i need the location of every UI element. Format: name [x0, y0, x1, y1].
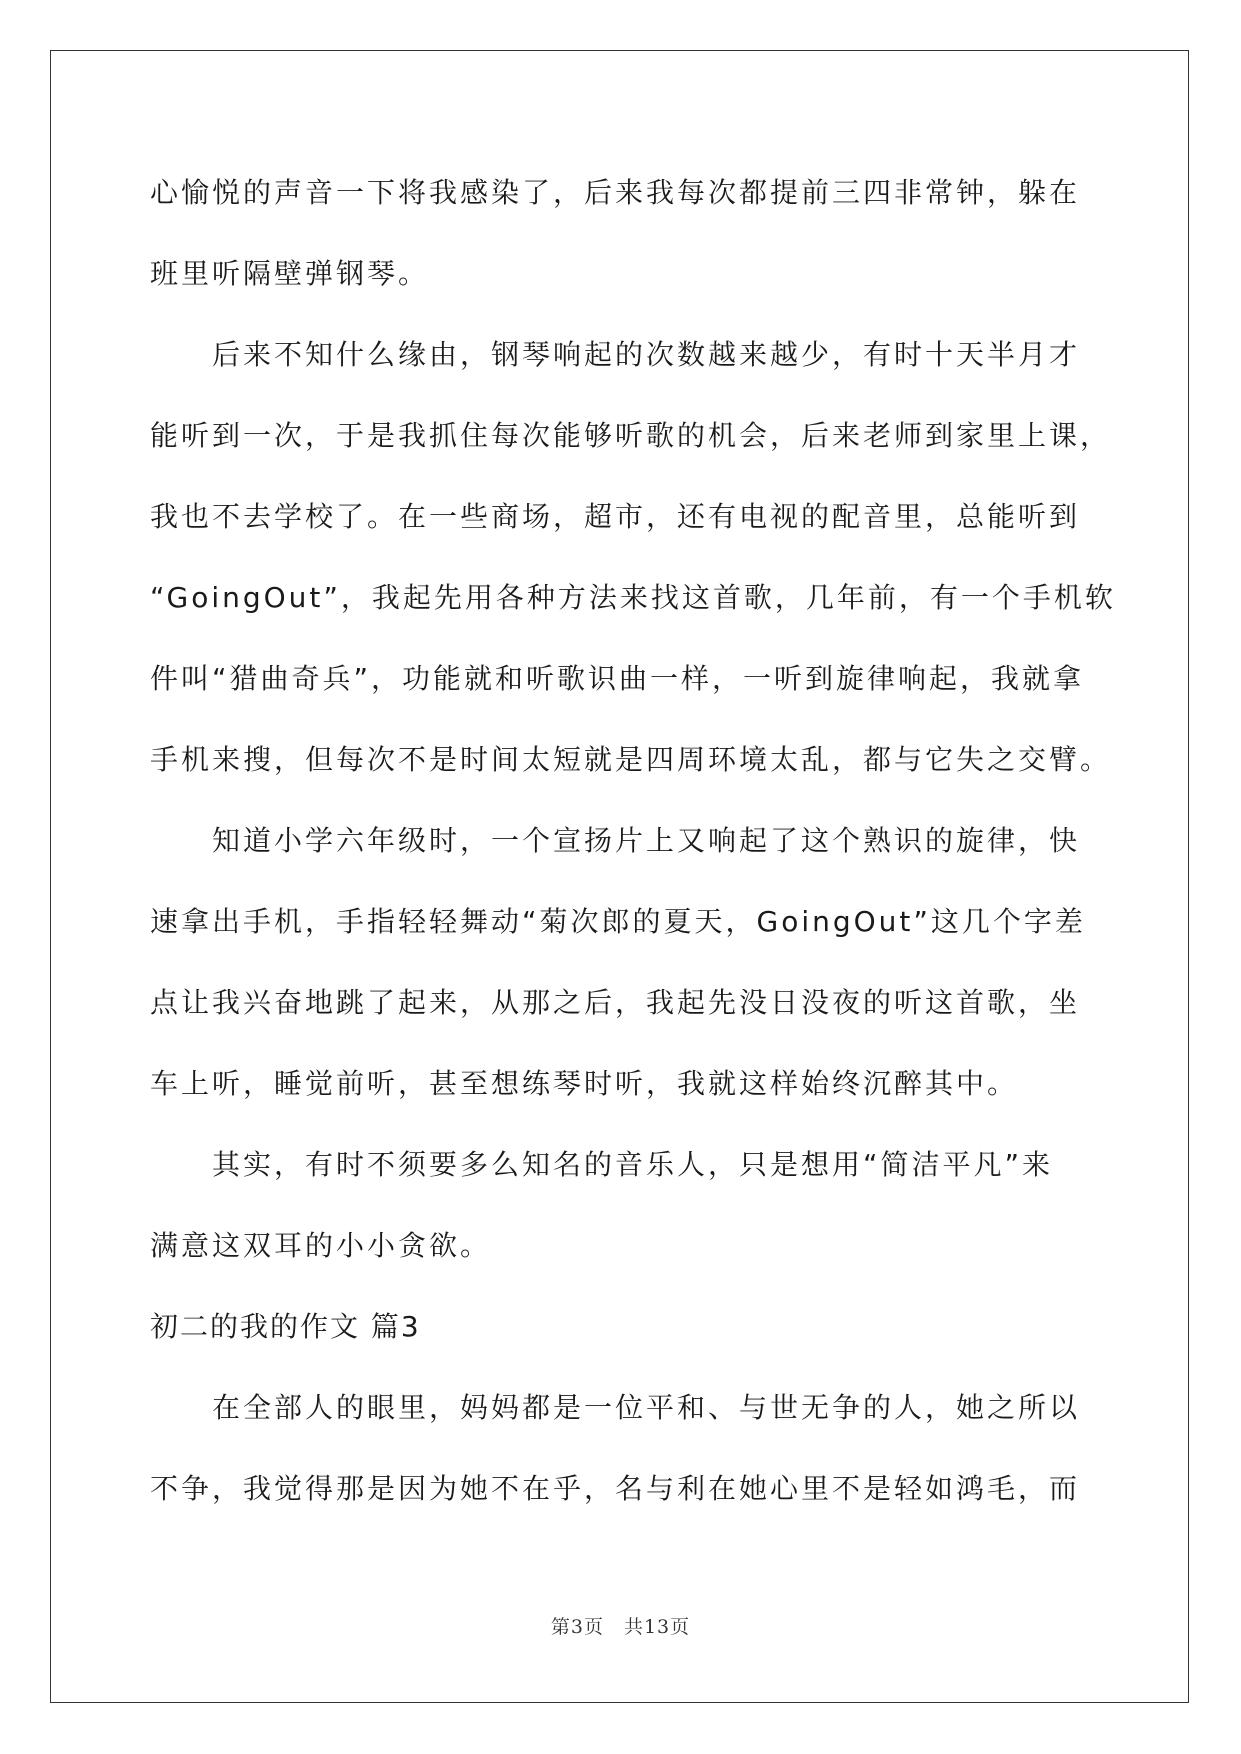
section-heading: 初二的我的作文 篇3	[150, 1310, 421, 1343]
text-line: 我也不去学校了。在一些商场，超市，还有电视的配音里，总能听到	[150, 500, 1081, 533]
text-line: “GoingOut”，我起先用各种方法来找这首歌，几年前，有一个手机软	[150, 581, 1116, 614]
text-line: 不争，我觉得那是因为她不在乎，名与利在她心里不是轻如鸿毛，而	[150, 1472, 1081, 1505]
text-line: 后来不知什么缘由，钢琴响起的次数越来越少，有时十天半月才	[150, 338, 1081, 371]
text-line: 知道小学六年级时，一个宣扬片上又响起了这个熟识的旋律，快	[150, 824, 1081, 857]
text-line: 班里听隔壁弹钢琴。	[150, 257, 430, 290]
page-number-footer: 第3页 共13页	[550, 1616, 691, 1638]
text-line: 能听到一次，于是我抓住每次能够听歌的机会，后来老师到家里上课，	[150, 419, 1112, 452]
text-line: 手机来搜，但每次不是时间太短就是四周环境太乱，都与它失之交臂。	[150, 743, 1112, 776]
document-body	[150, 152, 1116, 1529]
text-line: 件叫“猎曲奇兵”，功能就和听歌识曲一样，一听到旋律响起，我就拿	[150, 662, 1085, 695]
text-line: 满意这双耳的小小贪欲。	[150, 1229, 492, 1262]
text-line: 点让我兴奋地跳了起来，从那之后，我起先没日没夜的听这首歌，坐	[150, 986, 1081, 1019]
text-line: 速拿出手机，手指轻轻舞动“菊次郎的夏天，GoingOut”这几个字差	[150, 905, 1086, 938]
text-line: 其实，有时不须要多么知名的音乐人，只是想用“简洁平凡”来	[150, 1148, 1054, 1181]
text-line: 心愉悦的声音一下将我感染了，后来我每次都提前三四非常钟，躲在	[150, 176, 1081, 209]
text-line: 在全部人的眼里，妈妈都是一位平和、与世无争的人，她之所以	[150, 1391, 1081, 1424]
text-line: 车上听，睡觉前听，甚至想练琴时听，我就这样始终沉醉其中。	[150, 1067, 1019, 1100]
